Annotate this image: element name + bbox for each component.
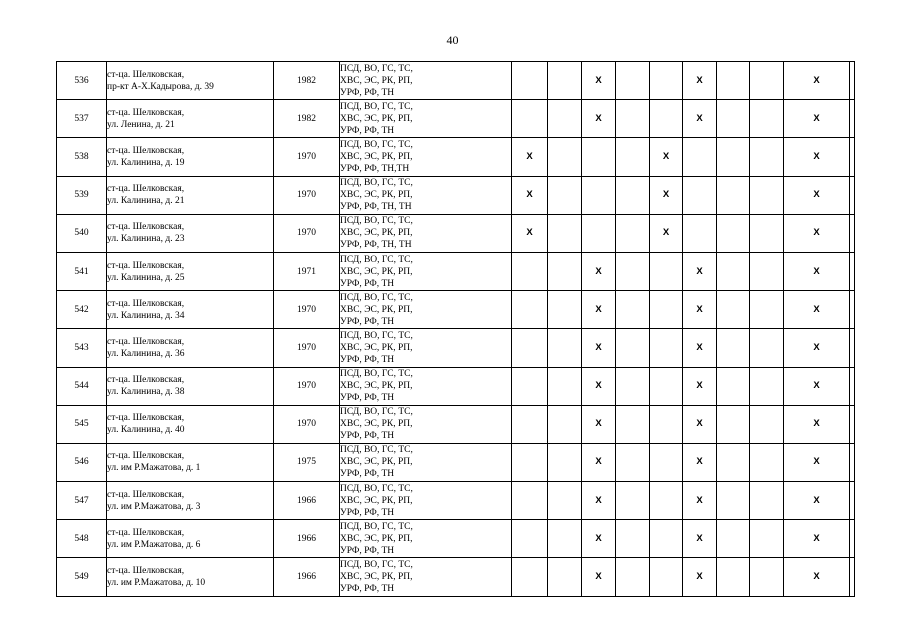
address-line: ул. Калинина, д. 21: [107, 196, 185, 207]
mark-cell: [850, 329, 855, 367]
mark-cell: [512, 100, 548, 138]
mark-cell: X: [683, 558, 717, 596]
services-line: ХВС, ЭС, РК, РП,: [340, 342, 413, 353]
mark-cell: [850, 176, 855, 214]
address-line: ул. им Р.Мажатова, д. 1: [107, 463, 201, 474]
services-line: ХВС, ЭС, РК, РП,: [340, 266, 413, 277]
services-line: ПСД, ВО, ГС, ТС,: [340, 178, 413, 189]
mark-cell: [616, 252, 650, 290]
mark-cell: [548, 138, 582, 176]
mark-cell: [582, 214, 616, 252]
mark-cell: X: [582, 558, 616, 596]
mark-cell: [616, 482, 650, 520]
row-number: 548: [57, 520, 107, 558]
mark-cell: [717, 176, 750, 214]
mark-cell: [548, 482, 582, 520]
mark-cell: [750, 291, 784, 329]
address-line: ул. Калинина, д. 23: [107, 234, 185, 245]
mark-cell: [616, 329, 650, 367]
mark-cell: [512, 482, 548, 520]
mark-cell: [512, 520, 548, 558]
address-cell: [107, 62, 274, 100]
year-cell: 1966: [274, 520, 340, 558]
services-line: ПСД, ВО, ГС, ТС,: [340, 101, 413, 112]
mark-cell: [750, 405, 784, 443]
row-number: 540: [57, 214, 107, 252]
mark-cell: [850, 138, 855, 176]
housing-table: [56, 61, 855, 597]
address-cell: [107, 100, 274, 138]
table-row: [57, 482, 855, 520]
table-row: [57, 558, 855, 596]
services-line: ПСД, ВО, ГС, ТС,: [340, 407, 413, 418]
mark-cell: [717, 252, 750, 290]
services-cell: [340, 482, 512, 520]
address-line: ул. им Р.Мажатова, д. 3: [107, 501, 201, 512]
mark-cell: [650, 482, 683, 520]
mark-cell: X: [582, 482, 616, 520]
year-cell: 1970: [274, 367, 340, 405]
mark-cell: [650, 100, 683, 138]
mark-cell: X: [784, 405, 850, 443]
mark-cell: [717, 291, 750, 329]
address-cell: [107, 558, 274, 596]
mark-cell: [548, 176, 582, 214]
row-number: 547: [57, 482, 107, 520]
mark-cell: X: [683, 443, 717, 481]
mark-cell: [512, 443, 548, 481]
address-line: ул. Калинина, д. 34: [107, 310, 185, 321]
table-row: [57, 520, 855, 558]
services-line: ХВС, ЭС, РК, РП,: [340, 381, 413, 392]
mark-cell: [650, 329, 683, 367]
table-row: [57, 100, 855, 138]
mark-cell: [548, 62, 582, 100]
mark-cell: X: [784, 329, 850, 367]
year-cell: 1982: [274, 62, 340, 100]
row-number: 544: [57, 367, 107, 405]
mark-cell: [512, 329, 548, 367]
year-cell: 1970: [274, 214, 340, 252]
mark-cell: [512, 62, 548, 100]
services-line: ХВС, ЭС, РК, РП,: [340, 75, 413, 86]
mark-cell: X: [784, 443, 850, 481]
row-number: 545: [57, 405, 107, 443]
mark-cell: [548, 520, 582, 558]
mark-cell: [616, 214, 650, 252]
mark-cell: X: [683, 329, 717, 367]
mark-cell: [750, 443, 784, 481]
year-cell: 1975: [274, 443, 340, 481]
mark-cell: [717, 100, 750, 138]
table-row: [57, 291, 855, 329]
address-line: ст-ца. Шелковская,: [107, 145, 185, 156]
address-line: ст-ца. Шелковская,: [107, 527, 185, 538]
mark-cell: [512, 558, 548, 596]
mark-cell: [750, 62, 784, 100]
services-line: УРФ, РФ, ТН: [340, 278, 395, 289]
mark-cell: [548, 443, 582, 481]
table-row: [57, 214, 855, 252]
mark-cell: [717, 138, 750, 176]
services-line: ХВС, ЭС, РК, РП,: [340, 533, 413, 544]
year-cell: 1970: [274, 405, 340, 443]
services-cell: [340, 520, 512, 558]
year-cell: 1966: [274, 482, 340, 520]
mark-cell: [850, 252, 855, 290]
mark-cell: [616, 138, 650, 176]
services-cell: [340, 100, 512, 138]
mark-cell: [616, 367, 650, 405]
mark-cell: X: [582, 62, 616, 100]
mark-cell: X: [784, 558, 850, 596]
mark-cell: [650, 443, 683, 481]
mark-cell: X: [512, 176, 548, 214]
mark-cell: X: [784, 252, 850, 290]
table-row: [57, 252, 855, 290]
mark-cell: [850, 214, 855, 252]
table-row: [57, 329, 855, 367]
address-line: пр-кт А-Х.Кадырова, д. 39: [107, 81, 214, 92]
services-line: ПСД, ВО, ГС, ТС,: [340, 63, 413, 74]
mark-cell: X: [683, 291, 717, 329]
table-row: [57, 138, 855, 176]
mark-cell: [850, 558, 855, 596]
services-line: УРФ, РФ, ТН: [340, 316, 395, 327]
mark-cell: X: [683, 367, 717, 405]
mark-cell: [750, 367, 784, 405]
mark-cell: [582, 138, 616, 176]
mark-cell: [650, 367, 683, 405]
mark-cell: [548, 329, 582, 367]
table-row: [57, 405, 855, 443]
mark-cell: [616, 176, 650, 214]
services-line: ХВС, ЭС, РК, РП,: [340, 304, 413, 315]
services-line: УРФ, РФ, ТН: [340, 125, 395, 136]
mark-cell: [717, 443, 750, 481]
services-line: ХВС, ЭС, РК, РП,: [340, 151, 413, 162]
mark-cell: X: [784, 62, 850, 100]
address-cell: [107, 291, 274, 329]
address-line: ст-ца. Шелковская,: [107, 69, 185, 80]
mark-cell: [850, 100, 855, 138]
mark-cell: [750, 214, 784, 252]
mark-cell: [850, 62, 855, 100]
address-line: ст-ца. Шелковская,: [107, 413, 185, 424]
mark-cell: X: [683, 405, 717, 443]
services-line: УРФ, РФ, ТН, ТН: [340, 202, 412, 213]
address-line: ст-ца. Шелковская,: [107, 566, 185, 577]
address-line: ст-ца. Шелковская,: [107, 222, 185, 233]
mark-cell: X: [512, 138, 548, 176]
services-cell: [340, 176, 512, 214]
mark-cell: X: [650, 214, 683, 252]
mark-cell: [717, 482, 750, 520]
services-line: ХВС, ЭС, РК, РП,: [340, 457, 413, 468]
mark-cell: X: [582, 520, 616, 558]
mark-cell: [750, 520, 784, 558]
mark-cell: [548, 252, 582, 290]
mark-cell: [650, 252, 683, 290]
address-line: ул. им Р.Мажатова, д. 10: [107, 578, 206, 589]
mark-cell: X: [784, 176, 850, 214]
services-cell: [340, 558, 512, 596]
address-line: ст-ца. Шелковская,: [107, 336, 185, 347]
year-cell: 1966: [274, 558, 340, 596]
mark-cell: [750, 482, 784, 520]
services-line: УРФ, РФ, ТН: [340, 393, 395, 404]
address-cell: [107, 176, 274, 214]
mark-cell: [717, 214, 750, 252]
address-line: ул. Калинина, д. 38: [107, 387, 185, 398]
mark-cell: [850, 443, 855, 481]
address-line: ст-ца. Шелковская,: [107, 298, 185, 309]
address-line: ст-ца. Шелковская,: [107, 260, 185, 271]
mark-cell: X: [582, 329, 616, 367]
mark-cell: [750, 138, 784, 176]
services-line: УРФ, РФ, ТН: [340, 431, 395, 442]
mark-cell: [616, 62, 650, 100]
services-cell: [340, 138, 512, 176]
mark-cell: [850, 367, 855, 405]
mark-cell: [616, 291, 650, 329]
mark-cell: X: [683, 482, 717, 520]
mark-cell: [548, 558, 582, 596]
services-line: УРФ, РФ, ТН: [340, 584, 395, 595]
year-cell: 1971: [274, 252, 340, 290]
mark-cell: [582, 176, 616, 214]
row-number: 538: [57, 138, 107, 176]
table-row: [57, 62, 855, 100]
mark-cell: [750, 558, 784, 596]
services-line: ХВС, ЭС, РК, РП,: [340, 419, 413, 430]
address-line: ул. Калинина, д. 40: [107, 425, 185, 436]
address-cell: [107, 443, 274, 481]
services-line: УРФ, РФ, ТН: [340, 354, 395, 365]
mark-cell: [616, 100, 650, 138]
mark-cell: [650, 520, 683, 558]
services-line: УРФ, РФ, ТН,ТН: [340, 163, 410, 174]
address-line: ул. Калинина, д. 19: [107, 157, 185, 168]
mark-cell: X: [784, 291, 850, 329]
table-body: [57, 62, 855, 597]
services-cell: [340, 443, 512, 481]
table-row: [57, 443, 855, 481]
services-line: ПСД, ВО, ГС, ТС,: [340, 216, 413, 227]
row-number: 549: [57, 558, 107, 596]
year-cell: 1970: [274, 291, 340, 329]
services-line: ПСД, ВО, ГС, ТС,: [340, 330, 413, 341]
mark-cell: [616, 405, 650, 443]
mark-cell: X: [784, 482, 850, 520]
services-line: УРФ, РФ, ТН, ТН: [340, 240, 412, 251]
services-line: УРФ, РФ, ТН: [340, 87, 395, 98]
services-line: ХВС, ЭС, РК, РП,: [340, 113, 413, 124]
services-cell: [340, 291, 512, 329]
mark-cell: X: [582, 252, 616, 290]
year-cell: 1982: [274, 100, 340, 138]
mark-cell: [750, 329, 784, 367]
mark-cell: [512, 405, 548, 443]
mark-cell: [512, 291, 548, 329]
mark-cell: X: [582, 367, 616, 405]
mark-cell: [717, 405, 750, 443]
services-cell: [340, 367, 512, 405]
mark-cell: [650, 291, 683, 329]
services-line: ПСД, ВО, ГС, ТС,: [340, 254, 413, 265]
address-cell: [107, 214, 274, 252]
mark-cell: X: [683, 100, 717, 138]
services-line: ПСД, ВО, ГС, ТС,: [340, 369, 413, 380]
services-line: ХВС, ЭС, РК, РП,: [340, 190, 413, 201]
row-number: 536: [57, 62, 107, 100]
mark-cell: X: [683, 62, 717, 100]
row-number: 537: [57, 100, 107, 138]
table-row: [57, 176, 855, 214]
address-line: ст-ца. Шелковская,: [107, 451, 185, 462]
mark-cell: [683, 214, 717, 252]
address-line: ул. Ленина, д. 21: [107, 119, 175, 130]
services-cell: [340, 214, 512, 252]
mark-cell: [850, 405, 855, 443]
services-cell: [340, 405, 512, 443]
row-number: 542: [57, 291, 107, 329]
services-line: ПСД, ВО, ГС, ТС,: [340, 139, 413, 150]
mark-cell: [548, 214, 582, 252]
mark-cell: X: [784, 100, 850, 138]
row-number: 546: [57, 443, 107, 481]
mark-cell: X: [683, 520, 717, 558]
address-line: ул. Калинина, д. 25: [107, 272, 185, 283]
services-line: ПСД, ВО, ГС, ТС,: [340, 521, 413, 532]
mark-cell: [750, 100, 784, 138]
mark-cell: X: [784, 138, 850, 176]
mark-cell: X: [582, 291, 616, 329]
mark-cell: X: [582, 405, 616, 443]
mark-cell: [548, 367, 582, 405]
mark-cell: [650, 558, 683, 596]
mark-cell: [850, 520, 855, 558]
address-line: ст-ца. Шелковская,: [107, 489, 185, 500]
mark-cell: X: [650, 176, 683, 214]
year-cell: 1970: [274, 176, 340, 214]
address-line: ст-ца. Шелковская,: [107, 184, 185, 195]
mark-cell: [548, 100, 582, 138]
services-line: ХВС, ЭС, РК, РП,: [340, 572, 413, 583]
year-cell: 1970: [274, 329, 340, 367]
mark-cell: [616, 520, 650, 558]
services-line: УРФ, РФ, ТН: [340, 507, 395, 518]
mark-cell: [512, 367, 548, 405]
services-cell: [340, 62, 512, 100]
address-cell: [107, 138, 274, 176]
address-cell: [107, 405, 274, 443]
address-line: ст-ца. Шелковская,: [107, 107, 185, 118]
year-cell: 1970: [274, 138, 340, 176]
address-line: ул. Калинина, д. 36: [107, 348, 185, 359]
mark-cell: [683, 138, 717, 176]
address-cell: [107, 482, 274, 520]
mark-cell: [850, 482, 855, 520]
mark-cell: [717, 520, 750, 558]
mark-cell: X: [784, 520, 850, 558]
services-line: ПСД, ВО, ГС, ТС,: [340, 445, 413, 456]
mark-cell: [512, 252, 548, 290]
mark-cell: [650, 62, 683, 100]
mark-cell: [717, 367, 750, 405]
row-number: 541: [57, 252, 107, 290]
mark-cell: [650, 405, 683, 443]
mark-cell: [717, 558, 750, 596]
mark-cell: [548, 405, 582, 443]
mark-cell: [548, 291, 582, 329]
services-line: УРФ, РФ, ТН: [340, 469, 395, 480]
row-number: 539: [57, 176, 107, 214]
address-cell: [107, 520, 274, 558]
mark-cell: [683, 176, 717, 214]
mark-cell: [717, 329, 750, 367]
mark-cell: [750, 176, 784, 214]
mark-cell: X: [582, 100, 616, 138]
address-cell: [107, 329, 274, 367]
mark-cell: X: [582, 443, 616, 481]
mark-cell: [616, 443, 650, 481]
mark-cell: [717, 62, 750, 100]
row-number: 543: [57, 329, 107, 367]
address-cell: [107, 252, 274, 290]
mark-cell: X: [650, 138, 683, 176]
services-cell: [340, 252, 512, 290]
services-line: ХВС, ЭС, РК, РП,: [340, 495, 413, 506]
services-line: ПСД, ВО, ГС, ТС,: [340, 560, 413, 571]
services-line: ПСД, ВО, ГС, ТС,: [340, 292, 413, 303]
mark-cell: X: [784, 214, 850, 252]
table-row: [57, 367, 855, 405]
services-line: ХВС, ЭС, РК, РП,: [340, 228, 413, 239]
mark-cell: [750, 252, 784, 290]
services-line: УРФ, РФ, ТН: [340, 545, 395, 556]
mark-cell: X: [683, 252, 717, 290]
services-cell: [340, 329, 512, 367]
page-number: 40: [446, 33, 459, 47]
mark-cell: [850, 291, 855, 329]
services-line: ПСД, ВО, ГС, ТС,: [340, 483, 413, 494]
address-line: ст-ца. Шелковская,: [107, 375, 185, 386]
address-line: ул. им Р.Мажатова, д. 6: [107, 539, 201, 550]
address-cell: [107, 367, 274, 405]
mark-cell: X: [784, 367, 850, 405]
mark-cell: X: [512, 214, 548, 252]
mark-cell: [616, 558, 650, 596]
